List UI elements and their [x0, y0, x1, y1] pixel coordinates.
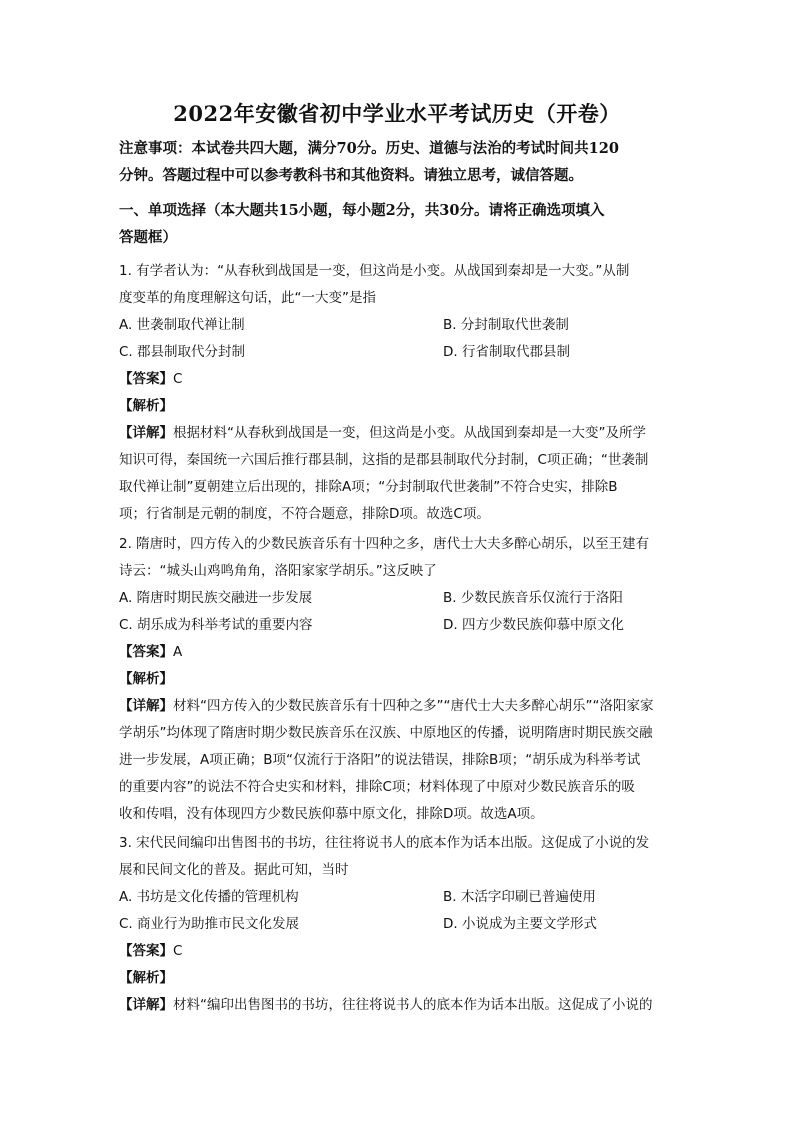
question-3-detail: [119, 992, 679, 1019]
option-d: D. 行省制取代郡县制: [443, 344, 570, 360]
section-heading-line: 一、单项选择（本大题共15小题，每小题2分，共30分。请将正确选项填入: [119, 202, 605, 219]
question-stem-line: 3. 宋代民间编印出售图书的书坊，往往将说书人的底本作为话本出版。这促成了小说的发: [119, 835, 650, 851]
question-2-detail: [119, 693, 679, 828]
option-b: B. 少数民族音乐仅流行于洛阳: [443, 590, 623, 606]
option-d: D. 四方少数民族仰慕中原文化: [443, 617, 624, 633]
detail-line: 材料“编印出售图书的书坊，往往将说书人的底本作为话本出版。这促成了小说的: [173, 997, 653, 1013]
question-stem-line: 1. 有学者认为：“从春秋到战国是一变，但这尚是小变。从战国到秦却是一大变。”从制: [119, 263, 630, 279]
notice-line: 分钟。答题过程中可以参考教科书和其他资料。请独立思考，诚信答题。: [119, 167, 583, 184]
answer-label: 【答案】: [119, 943, 173, 959]
section-heading-line: 答题框）: [119, 229, 177, 246]
option-c: C. 胡乐成为科举考试的重要内容: [119, 617, 313, 633]
answer-label: 【答案】: [119, 644, 173, 660]
answer-value: C: [173, 943, 183, 959]
question-2-stem: [119, 531, 679, 585]
option-a: A. 书坊是文化传播的管理机构: [119, 889, 299, 905]
detail-line: 根据材料“从春秋到战国是一变，但这尚是小变。从战国到秦却是一大变”及所学: [173, 425, 646, 441]
notice: [119, 135, 679, 189]
answer-row: [119, 366, 679, 393]
question-stem-line: 展和民间文化的普及。据此可知，当时: [119, 862, 349, 878]
detail-line: 的重要内容”的说法不符合史实和材料，排除C项；材料体现了中原对少数民族音乐的吸: [119, 779, 635, 795]
option-c: C. 商业行为助推市民文化发展: [119, 916, 300, 932]
analysis-label: 【解析】: [119, 671, 173, 687]
detail-label: 【详解】: [119, 698, 173, 714]
option-c: C. 郡县制取代分封制: [119, 344, 246, 360]
option-a: A. 世袭制取代禅让制: [119, 317, 245, 333]
detail-line: 进一步发展，A项正确；B项“仅流行于洛阳”的说法错误，排除B项；“胡乐成为科举考试: [119, 752, 641, 768]
section-heading: [119, 197, 679, 251]
answer-value: C: [173, 371, 183, 387]
page-title: 2022年安徽省初中学业水平考试历史（开卷）: [173, 101, 621, 126]
option-b: B. 分封制取代世袭制: [443, 317, 569, 333]
question-3-stem: [119, 830, 679, 884]
detail-line: 材料“四方传入的少数民族音乐有十四种之多”“唐代士大夫多醉心胡乐”“洛阳家家: [173, 698, 654, 714]
analysis-label: 【解析】: [119, 970, 173, 986]
answer-value: A: [173, 644, 183, 660]
answer-row: [119, 938, 679, 965]
detail-line: 收和传唱，没有体现四方少数民族仰慕中原文化，排除D项。故选A项。: [119, 806, 544, 822]
question-stem-line: 度变革的角度理解这句话，此“一大变”是指: [119, 290, 376, 306]
detail-label: 【详解】: [119, 997, 173, 1013]
detail-line: 取代禅让制”夏朝建立后出现的，排除A项；“分封制取代世袭制”不符合史实，排除B: [119, 479, 618, 495]
analysis-label-row: [119, 666, 679, 693]
detail-label: 【详解】: [119, 425, 173, 441]
analysis-label: 【解析】: [119, 398, 173, 414]
answer-row: [119, 639, 679, 666]
option-a: A. 隋唐时期民族交融进一步发展: [119, 590, 313, 606]
detail-line: 项；行省制是元朝的制度，不符合题意，排除D项。故选C项。: [119, 506, 490, 522]
answer-label: 【答案】: [119, 371, 173, 387]
question-1-detail: [119, 420, 679, 528]
notice-line: 注意事项：本试卷共四大题，满分70分。历史、道德与法治的考试时间共120: [119, 140, 619, 157]
detail-line: 学胡乐”均体现了隋唐时期少数民族音乐在汉族、中原地区的传播，说明隋唐时期民族交融: [119, 725, 653, 741]
analysis-label-row: [119, 965, 679, 992]
option-b: B. 木活字印刷已普遍使用: [443, 889, 596, 905]
option-d: D. 小说成为主要文学形式: [443, 916, 597, 932]
question-stem-line: 2. 隋唐时，四方传入的少数民族音乐有十四种之多，唐代士大夫多醉心胡乐，以至王建有: [119, 536, 650, 552]
question-1-stem: [119, 258, 679, 312]
question-stem-line: 诗云：“城头山鸡鸣角角，洛阳家家学胡乐。”这反映了: [119, 563, 437, 579]
analysis-label-row: [119, 393, 679, 420]
detail-line: 知识可得，秦国统一六国后推行郡县制，这指的是郡县制取代分封制，C项正确；“世袭制: [119, 452, 649, 468]
